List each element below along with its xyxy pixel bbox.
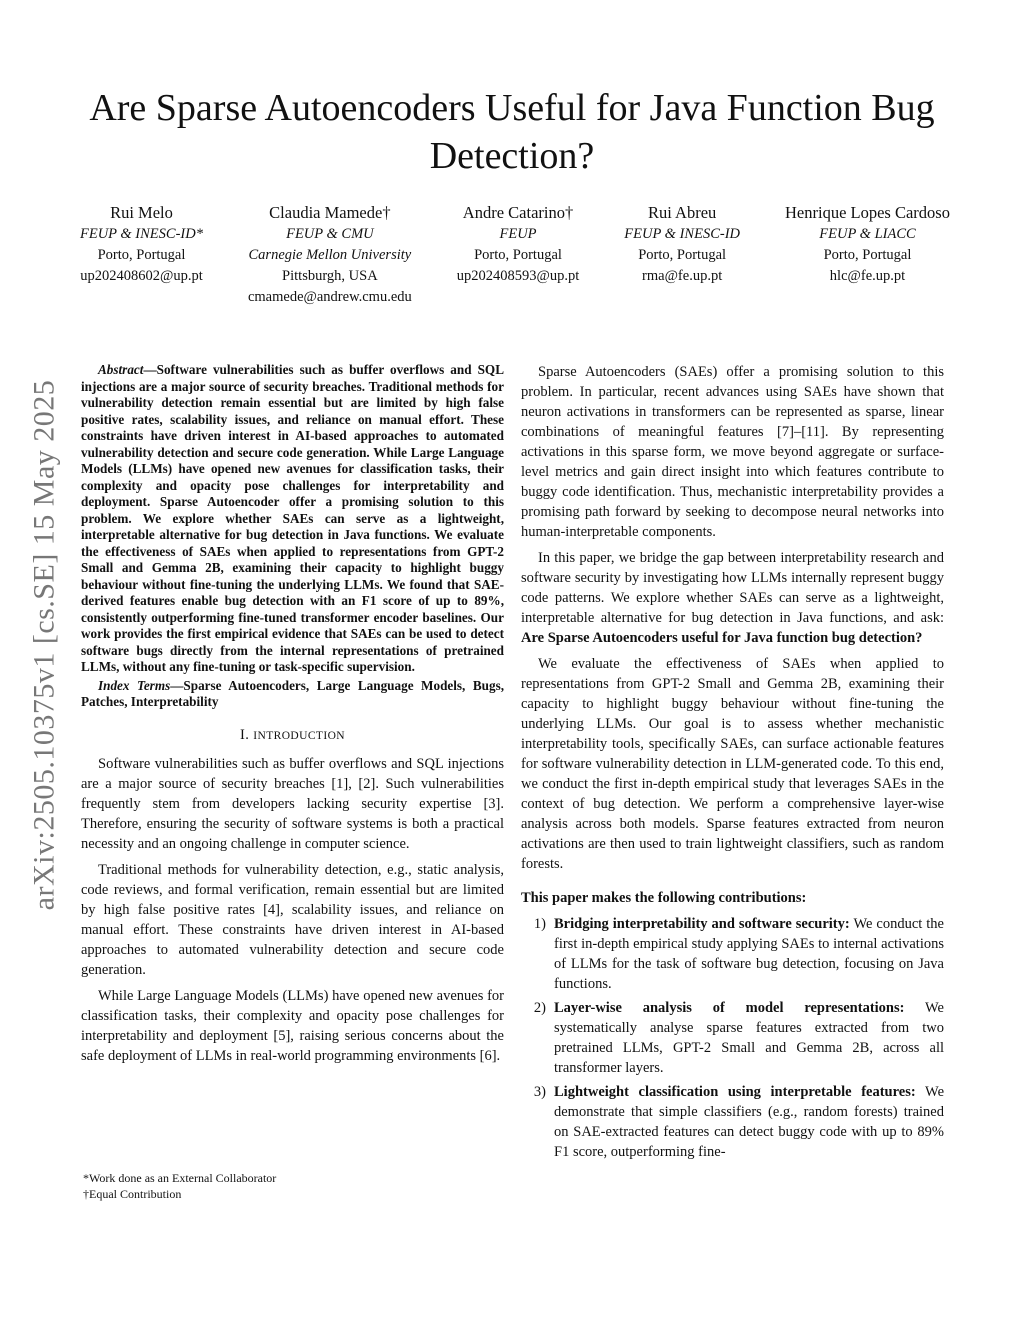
author-affiliation-secondary: Carnegie Mellon University xyxy=(248,247,412,263)
author-affiliation: FEUP & INESC-ID xyxy=(624,226,740,242)
body-paragraph: While Large Language Models (LLMs) have opened new avenues for classification tasks, their complexity and opacity pose challenges for interpretability and deployment [5], raising serious concerns about the safe deployment of LLMs in real-world programming environments [6]. xyxy=(81,987,504,1064)
body-paragraph-research-question xyxy=(521,548,944,648)
contribution-number: 3) xyxy=(533,1084,546,1100)
author-name: Rui Melo xyxy=(110,203,173,222)
author-email: up202408593@up.pt xyxy=(456,268,580,284)
paragraph-text: In this paper, we bridge the gap between interpretability research and software security by investigating how LLMs internally represent buggy code patterns. We explore whether SAEs can serve as a lightweight, interpretable alternative for bug detection in Java functions, and ask: xyxy=(521,550,944,626)
author-affiliation: FEUP & CMU xyxy=(286,226,374,242)
abstract-label: Abstract xyxy=(98,362,144,377)
contribution-text: We conduct the first in-depth empirical study applying SAEs to internal activations of LLMs for the task of software bug detection, focusing on Java functions. xyxy=(554,916,944,992)
contribution-title: Bridging interpretability and software security: xyxy=(554,916,850,932)
contribution-item xyxy=(521,998,944,1078)
body-paragraph: Sparse Autoencoders (SAEs) offer a promising solution to this problem. In particular, recent advances using SAEs have shown that neuron activations in transformers can be represented as sparse, linear combinations of meaningful features [7]–[11]. By representing activations in this sparse form, we move beyond aggregate or surface-level metrics and gain direct insight into which features contribute to buggy code identification. Thus, mechanistic interpretability provides a promising path forward by seeking to decompose neural networks into human-interpretable components. xyxy=(521,364,944,540)
left-column xyxy=(81,362,504,1066)
index-terms xyxy=(81,678,504,711)
author-name: Henrique Lopes Cardoso xyxy=(785,203,950,222)
author-affiliation: FEUP & LIACC xyxy=(819,226,916,242)
section-number: I. xyxy=(240,726,250,743)
contribution-body xyxy=(554,914,944,994)
index-terms-label: Index Terms xyxy=(98,677,171,693)
author-name: Claudia Mamede† xyxy=(269,203,391,222)
contribution-title: Layer-wise analysis of model representations: xyxy=(554,1000,905,1016)
body-paragraph: Software vulnerabilities such as buffer overflows and SQL injections are a major source of security breaches [1], [2]. Such vulnerabilities frequently stem from developers lacking security expertise [3]. Therefore, ensuring the security of software systems is both a practical necessity and an ongoing challenge in computer science. xyxy=(81,755,504,852)
author-email: hlc@fe.up.pt xyxy=(829,268,906,284)
author-affiliation: FEUP & INESC-ID* xyxy=(80,226,203,242)
author-4 xyxy=(624,202,740,308)
author-3 xyxy=(457,202,580,308)
author-location: Porto, Portugal xyxy=(638,247,727,263)
contributions-list xyxy=(521,914,944,1162)
author-name: Andre Catarino† xyxy=(462,203,574,222)
section-heading-introduction xyxy=(81,725,504,746)
author-block xyxy=(80,202,950,308)
index-terms-text: —Sparse Autoencoders, Large Language Models, Bugs, Patches, Interpretability xyxy=(81,677,504,709)
paper-title: Are Sparse Autoencoders Useful for Java Function Bug Detection? xyxy=(89,87,935,177)
author-affiliation: FEUP xyxy=(499,226,537,242)
author-email: rma@fe.up.pt xyxy=(642,268,723,284)
contribution-body xyxy=(554,998,944,1078)
author-1 xyxy=(80,202,203,308)
contribution-item xyxy=(521,914,944,994)
right-column xyxy=(521,362,944,1166)
author-location: Porto, Portugal xyxy=(474,247,562,263)
contribution-number: 1) xyxy=(533,916,546,932)
footnotes xyxy=(81,1170,504,1202)
author-name: Rui Abreu xyxy=(647,203,717,222)
abstract xyxy=(81,362,504,676)
contribution-text: We systematically analyse sparse features extracted from two pretrained LLMs, GPT-2 Small and Gemma 2B, across all transformer layers. xyxy=(554,1000,944,1076)
arxiv-identifier xyxy=(22,350,66,940)
author-location: Porto, Portugal xyxy=(97,247,186,263)
section-title: INTRODUCTION xyxy=(253,729,345,742)
research-question: Are Sparse Autoencoders useful for Java function bug detection? xyxy=(521,630,923,646)
contribution-text: We demonstrate that simple classifiers (e.g., random forests) trained on SAE-extracted features can detect buggy code with up to 89% F1 score, outperforming fine- xyxy=(554,1084,945,1160)
footnote: *Work done as an External Collaborator xyxy=(83,1171,277,1185)
arxiv-identifier-text: arXiv:2505.10375v1 [cs.SE] 15 May 2025 xyxy=(27,379,60,911)
contribution-number: 2) xyxy=(533,1000,546,1016)
contribution-item xyxy=(521,1082,944,1162)
contribution-title: Lightweight classification using interpretable features: xyxy=(554,1084,916,1100)
contribution-body xyxy=(554,1082,944,1162)
author-email: up202408602@up.pt xyxy=(80,268,203,284)
author-location: Porto, Portugal xyxy=(823,247,912,263)
body-paragraph: Traditional methods for vulnerability detection, e.g., static analysis, code reviews, and formal verification, remain essential but are limited by high false positive rates [4], scalability issues, and reliance on manual effort. These constraints have driven interest in AI-based approaches to automated vulnerability detection and secure code generation. xyxy=(81,861,504,978)
author-5 xyxy=(785,202,950,308)
contributions-heading: This paper makes the following contributions: xyxy=(521,890,807,906)
author-2 xyxy=(248,202,412,308)
author-location: Pittsburgh, USA xyxy=(282,268,378,284)
footnote: †Equal Contribution xyxy=(83,1187,182,1201)
abstract-text: —Software vulnerabilities such as buffer overflows and SQL injections are a major source of security breaches. Traditional methods for vulnerability detection remain essential but are limited by high false positive rates, scalability issues, and reliance on manual effort. These constraints have driven interest in AI-based approaches to automated vulnerability detection and secure code generation. While Large Language Models (LLMs) have opened new avenues for classification tasks, their complexity and opacity pose challenges for interpretability and deployment. Sparse Autoencoder offer a promising solution to this problem. We explore whether SAEs can serve as a lightweight, interpretable alternative for bug detection in Java functions. We evaluate the effectiveness of SAEs when applied to representations from GPT-2 Small and Gemma 2B, examining their capacity to highlight buggy behaviour without fine-tuning the underlying LLMs. We found that SAE-derived features enable bug detection with an F1 score of up to 89%, consistently outperforming fine-tuned transformer encoder baselines. Our work provides the first empirical evidence that SAEs can be used to detect software bugs directly from the internal representations of pretrained LLMs, without any fine-tuning or task-specific supervision. xyxy=(81,362,504,674)
author-email: cmamede@andrew.cmu.edu xyxy=(247,289,412,305)
body-paragraph: We evaluate the effectiveness of SAEs when applied to representations from GPT-2 Small and Gemma 2B, examining their capacity to highlight buggy behaviour without fine-tuning the underlying LLMs. Our goal is to assess whether mechanistic interpretability tools, specifically SAEs, can surface actionable features for software vulnerability detection in LLM-generated code. To this end, we conduct the first in-depth empirical study that leverages SAEs in the context of bug detection. We perform a comprehensive layer-wise analysis across both models. Sparse features extracted from neuron activations are then used to train lightweight classifiers, such as random forests. xyxy=(521,656,944,872)
